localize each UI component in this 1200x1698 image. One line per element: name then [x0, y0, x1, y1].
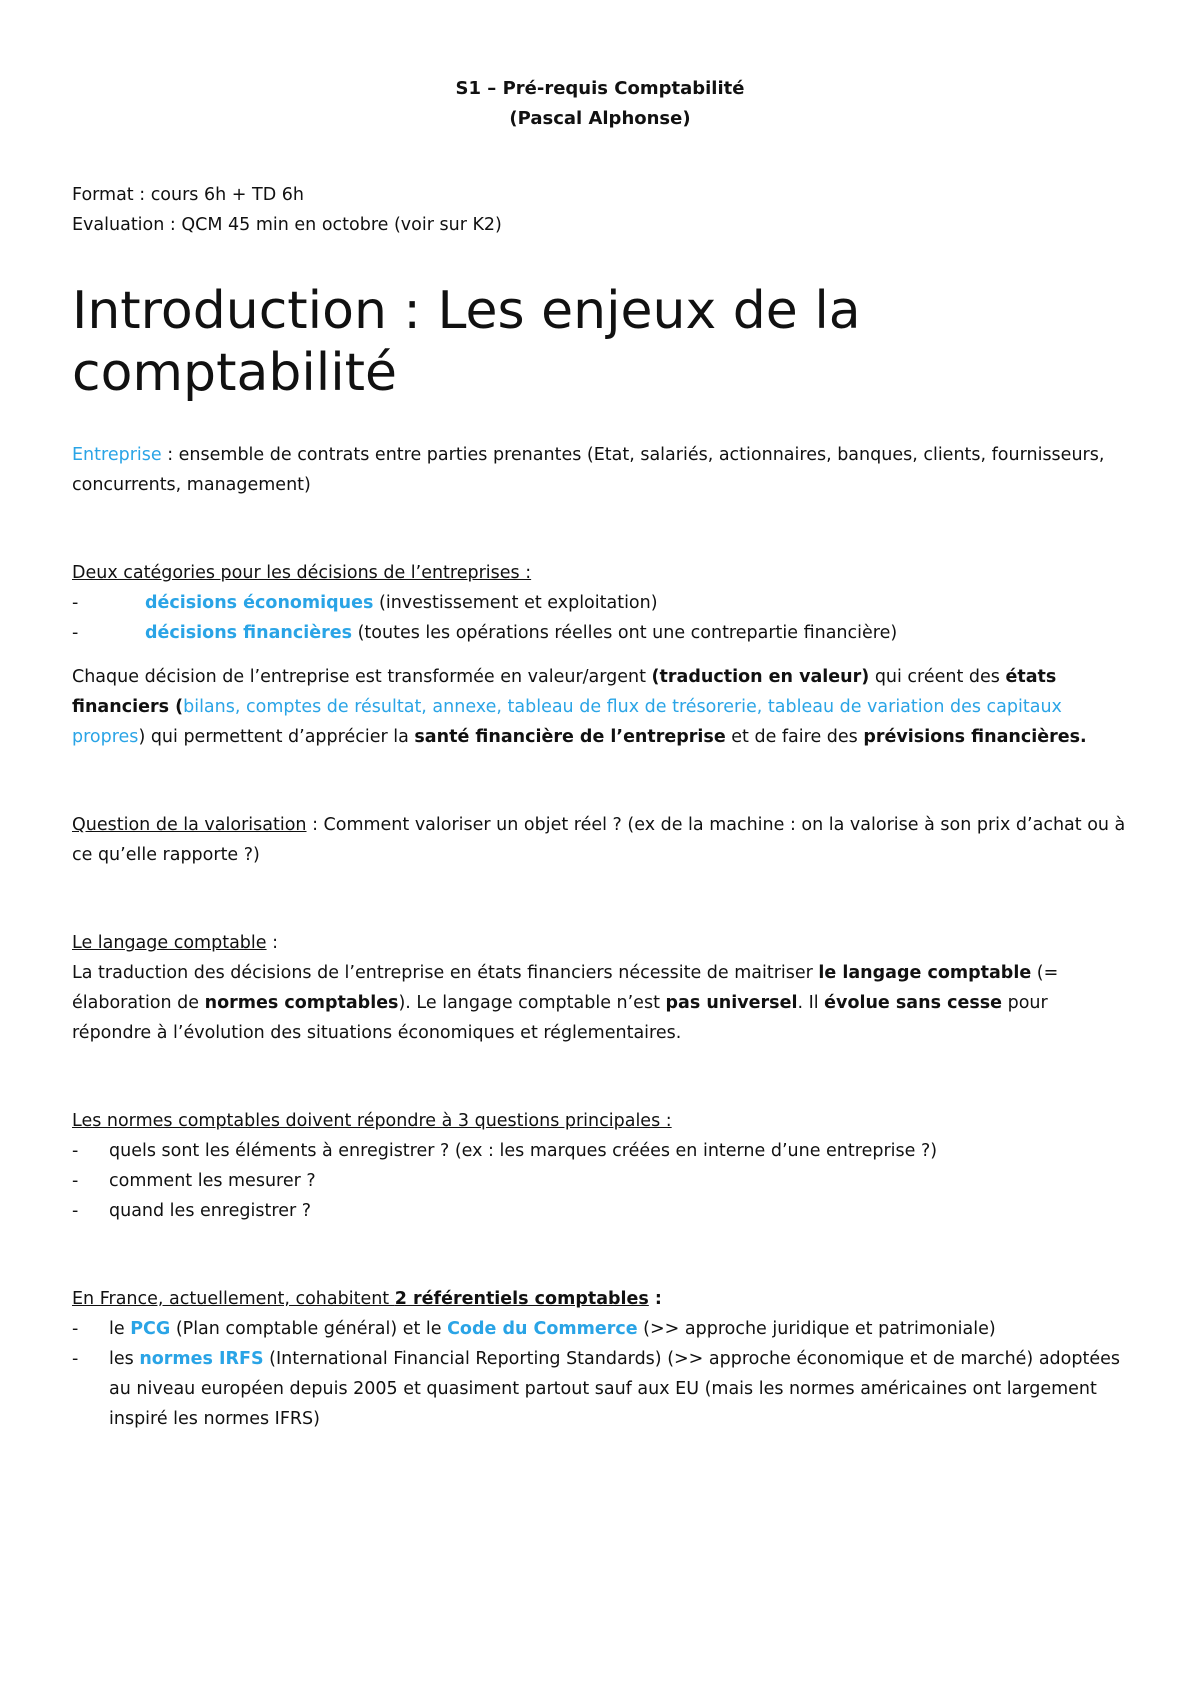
list-dash: - — [72, 1171, 79, 1191]
list-item-text: quels sont les éléments à enregistrer ? (ex : les marques créées en interne d’une entreprise ?) — [109, 1141, 938, 1161]
text-run-bold: : — [648, 1289, 662, 1309]
states-list-text: bilans, comptes de résultat, annexe, tableau de flux de trésorerie, tableau de variation des capitaux propres — [72, 697, 1062, 747]
list-item — [72, 1344, 1128, 1434]
main-heading: Introduction : Les enjeux de la comptabilité — [72, 281, 861, 403]
text-run: (International Financial Reporting Standards) (>> approche économique et de marché) adoptées au niveau européen depuis 2005 et quasiment partout sauf aux EU (mais les normes américaines ont largement inspiré les normes IFRS) — [109, 1349, 1120, 1429]
text-run: qui créent des — [869, 667, 1006, 687]
valorisation-text: : Comment valoriser un objet réel ? (ex de la machine : on la valorise à son prix d’achat ou à ce qu’elle rapporte ?) — [72, 815, 1126, 865]
entreprise-text: : ensemble de contrats entre parties prenantes (Etat, salariés, actionnaires, banques, clients, fournisseurs, concurrents, management) — [72, 445, 1105, 495]
list-dash: - — [72, 1319, 79, 1339]
text-run: (>> approche juridique et patrimoniale) — [637, 1319, 996, 1339]
list-dash: - — [72, 1201, 79, 1221]
list-item — [72, 588, 1128, 618]
category-term: décisions économiques — [145, 593, 374, 613]
referentiels-list — [72, 1314, 1128, 1434]
text-run: La traduction des décisions de l’entreprise en états financiers nécessite de maitriser — [72, 963, 819, 983]
list-dash: - — [72, 593, 79, 613]
text-run-bold: états financiers — [72, 667, 1057, 717]
course-meta — [72, 180, 1128, 240]
text-run-bold: pas universel — [665, 993, 798, 1013]
list-item — [72, 1314, 1128, 1344]
list-dash: - — [72, 1349, 79, 1369]
list-item — [72, 1166, 1128, 1196]
categories-list — [72, 588, 1128, 648]
normes-title: Les normes comptables doivent répondre à 3 questions principales : — [72, 1111, 672, 1131]
text-run: ) qui permettent d’apprécier la — [138, 727, 415, 747]
category-text: (toutes les opérations réelles ont une contrepartie financière) — [352, 623, 898, 643]
normes-irfs-term: normes IRFS — [139, 1349, 264, 1369]
text-run-bold-underlined: 2 référentiels comptables — [394, 1289, 649, 1309]
text-run: le — [109, 1319, 131, 1339]
entreprise-definition — [72, 440, 1128, 500]
normes-list — [72, 1136, 1128, 1226]
text-run-bold: . — [1080, 727, 1087, 747]
text-run-bold: normes comptables — [204, 993, 399, 1013]
text-run-bold: ( — [169, 697, 184, 717]
category-text: (investissement et exploitation) — [373, 593, 658, 613]
list-dash: - — [72, 1141, 79, 1161]
evaluation-line: Evaluation : QCM 45 min en octobre (voir sur K2) — [72, 215, 502, 235]
text-run: les — [109, 1349, 140, 1369]
text-run: ). Le langage comptable n’est — [398, 993, 666, 1013]
list-item — [72, 1196, 1128, 1226]
text-run-bold: santé financière de l’entreprise — [414, 727, 726, 747]
categories-title: Deux catégories pour les décisions de l’entreprises : — [72, 563, 532, 583]
text-run: . Il — [797, 993, 825, 1013]
format-line: Format : cours 6h + TD 6h — [72, 185, 304, 205]
text-run: (= élaboration de — [72, 963, 1059, 1013]
text-run: et de faire des — [725, 727, 864, 747]
text-run-underlined: En France, actuellement, cohabitent — [72, 1289, 395, 1309]
text-run-bold: (traduction en valeur) — [651, 667, 870, 687]
category-term: décisions financières — [145, 623, 353, 643]
valorisation-paragraph — [72, 810, 1128, 870]
document-title: S1 – Pré-requis Comptabilité — [455, 78, 745, 99]
list-dash: - — [72, 623, 79, 643]
list-item-text: comment les mesurer ? — [109, 1171, 316, 1191]
text-run-bold: prévisions financières — [863, 727, 1081, 747]
title-block — [72, 74, 1128, 134]
text-run-bold: évolue sans cesse — [824, 993, 1003, 1013]
referentiels-title — [72, 1284, 1128, 1314]
langage-title — [72, 928, 1128, 958]
pcg-term: PCG — [130, 1319, 171, 1339]
list-item-text: quand les enregistrer ? — [109, 1201, 312, 1221]
text-run: : — [266, 933, 278, 953]
text-run-bold: le langage comptable — [818, 963, 1032, 983]
text-run: pour répondre à l’évolution des situations économiques et réglementaires. — [72, 993, 1048, 1043]
valorisation-label: Question de la valorisation — [72, 815, 307, 835]
list-item — [72, 1136, 1128, 1166]
code-commerce-term: Code du Commerce — [447, 1319, 638, 1339]
text-run: (Plan comptable général) et le — [170, 1319, 448, 1339]
list-item — [72, 618, 1128, 648]
langage-paragraph — [72, 958, 1128, 1048]
langage-label: Le langage comptable — [72, 933, 267, 953]
text-run: Chaque décision de l’entreprise est transformée en valeur/argent — [72, 667, 652, 687]
document-author: (Pascal Alphonse) — [509, 108, 691, 129]
transformation-paragraph — [72, 662, 1128, 752]
entreprise-term: Entreprise — [72, 445, 162, 465]
